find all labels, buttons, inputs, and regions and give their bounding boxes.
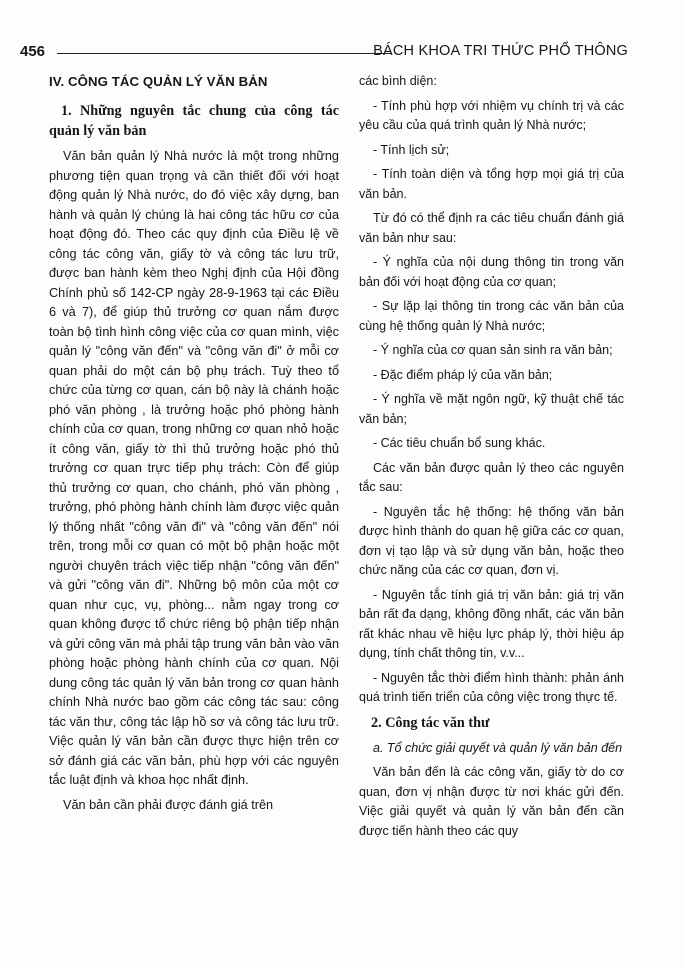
principle-item: - Nguyên tắc thời điểm hình thành: phản ánh quá trình tiến triển của công việc trong thực tế. <box>359 670 624 704</box>
subsection-2a-title: a. Tổ chức giải quyết và quản lý văn bản đến <box>373 740 623 755</box>
principle-item: - Nguyên tắc tính giá trị văn bản: giá trị văn bản rất đa dạng, không đồng nhất, các văn bản rất khác nhau về hiệu lực pháp lý, thời hiệu áp dụng, tính chất thông tin, v.v... <box>359 587 624 660</box>
principle-item: - Nguyên tắc hệ thống: hệ thống văn bản được hình thành do quan hệ giữa các cơ quan, đơn vị tạo lập và sử dụng văn bản, hoặc theo chức năng của các cơ quan, đơn vị. <box>359 504 624 577</box>
subsection-2-title: 2. Công tác văn thư <box>371 714 490 731</box>
continuation-text: các bình diện: <box>359 74 437 88</box>
criteria-item: - Tính phù hợp với nhiệm vụ chính trị và các yêu cầu của quá trình quản lý Nhà nước; <box>359 98 624 132</box>
standard-item: - Đặc điểm pháp lý của văn bản; <box>373 367 553 382</box>
body-paragraph: Văn bản đến là các công văn, giấy tờ do cơ quan, đơn vị nhận được từ nơi khác gửi đến. Việc giải quyết và quản lý văn bản đến cần được tiến hành theo các quy <box>359 765 624 838</box>
header-rule <box>57 53 391 54</box>
subsection-title: 1. Những nguyên tắc chung của công tác quản lý văn bản <box>49 103 339 139</box>
standards-intro: Từ đó có thể định ra các tiêu chuẩn đánh giá văn bản như sau: <box>359 211 624 245</box>
standard-item: - Ý nghĩa của nội dung thông tin trong văn bản đối với hoạt động của cơ quan; <box>359 255 624 289</box>
section-title: IV. CÔNG TÁC QUẢN LÝ VĂN BẢN <box>49 74 268 89</box>
principles-intro: Các văn bản được quản lý theo các nguyên tắc sau: <box>359 460 624 494</box>
page-number: 456 <box>20 43 46 60</box>
standard-item: - Các tiêu chuẩn bổ sung khác. <box>373 436 546 450</box>
body-paragraph: Văn bản cần phải được đánh giá trên <box>63 797 274 812</box>
page-header <box>20 40 628 62</box>
standard-item: - Sự lặp lại thông tin trong các văn bản của cùng hệ thống quản lý Nhà nước; <box>359 299 624 333</box>
criteria-item: - Tính toàn diện và tổng hợp mọi giá trị của văn bản. <box>359 167 624 201</box>
left-column <box>49 72 339 820</box>
right-column <box>359 72 624 846</box>
running-title: BÁCH KHOA TRI THỨC PHỔ THÔNG <box>373 43 628 59</box>
criteria-item: - Tính lịch sử; <box>373 142 450 157</box>
body-paragraph: Văn bản quản lý Nhà nước là một trong những phương tiện quan trọng và cần thiết đối với hoạt động quản lý Nhà nước, do đó việc xây dựng, ban hành và quản lý chúng là hai công tác hữu cơ của hoạt động đó. Theo các quy định của Điều lệ về công tác công văn, giấy tờ và công tác lưu trữ, được ban hành kèm theo Nghị định của Hội đồng Chính phủ số 142-CP ngày 28-9-1963 tại các Điều 6 và 7), để giúp thủ trưởng cơ quan nắm được toàn bộ tình hình công việc của cơ quan mình, việc quản lý "công văn đến" và "công văn đi" ở mỗi cơ quan phải do một cán bộ phụ trách. Tuỳ theo tổ chức của từng cơ quan, cán bộ này là chánh hoặc phó văn phòng , là trưởng hoặc phó phòng hành chính của cơ quan, trong những cơ quan nhỏ hoặc ít công văn, giấy tờ thì thủ trưởng hoặc phó thủ trưởng cơ quan trực tiếp phụ trách: Còn để giúp thủ trưởng cơ quan, cho chánh, phó văn phòng , trưởng, phó phòng hành chính làm được việc quản lý thống nhất "công văn đi" và "công văn đến" nói trên, trong mỗi cơ quan có một bộ phận hoặc một người chuyên trách việc tiếp nhận "công văn đến" và gửi "công văn đi". Những bộ môn của một cơ quan như cục, vụ, phòng... nằm ngay trong cơ quan không được tổ chức riêng bộ phận tiếp nhận và gửi công văn mà phải tập trung văn bản vào văn phòng hoặc phòng hành chính của cơ quan. Nội dung công tác quản lý văn bản trong cơ quan hành chính Nhà nước bao gồm các công tác sau: công tác văn thư, công tác lập hồ sơ và công tác lưu trữ. Việc quản lý văn bản cần được thực hiện trên cơ sở đánh giá các văn bản, phù hợp với các nguyên tắc luật định và khoa học nhất định. <box>49 149 339 787</box>
standard-item: - Ý nghĩa về mặt ngôn ngữ, kỹ thuật chế tác văn bản; <box>359 392 624 426</box>
standard-item: - Ý nghĩa của cơ quan sản sinh ra văn bản; <box>373 343 613 357</box>
